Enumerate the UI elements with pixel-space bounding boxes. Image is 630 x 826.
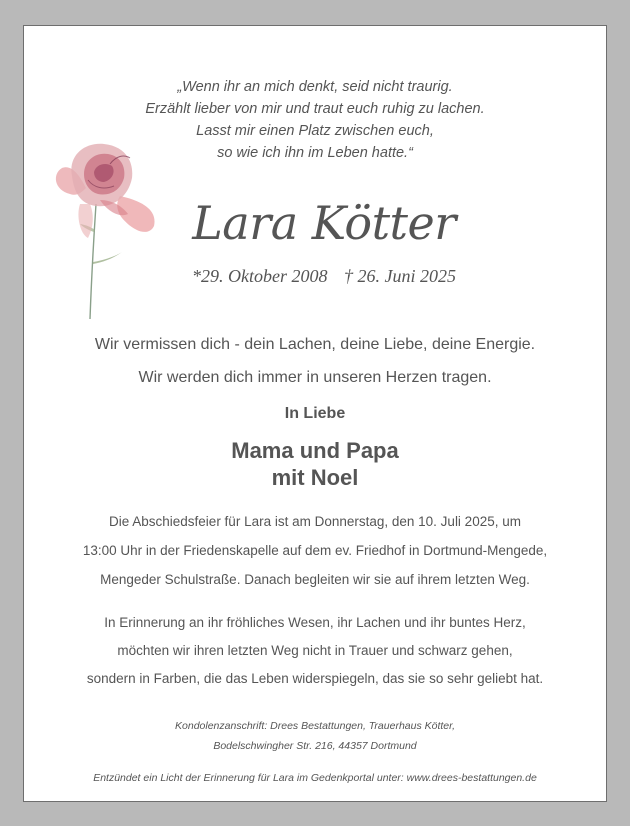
quote-line: so wie ich ihn im Leben hatte.“ (217, 145, 413, 161)
remembrance-line-1: In Erinnerung an ihr fröhliches Wesen, ihr Lachen und ihr buntes Herz, (104, 615, 526, 630)
condolence-line-2: Bodelschwingher Str. 216, 44357 Dortmund (213, 740, 417, 752)
remembrance-line-3: sondern in Farben, die das Leben widerspiegeln, das sie so sehr geliebt hat. (86, 671, 544, 686)
deceased-name: Lara Kötter (192, 196, 456, 250)
quote-line: „Wenn ihr an mich denkt, seid nicht traurig. (177, 79, 453, 95)
quote-line: Lasst mir einen Platz zwischen euch, (196, 123, 434, 139)
birth-date: *29. Oktober 2008 (192, 266, 328, 286)
message-line-1: Wir vermissen dich - dein Lachen, deine Liebe, deine Energie. (94, 336, 536, 353)
family-line-1: Mama und Papa (231, 438, 399, 463)
family-line-2: mit Noel (271, 465, 359, 490)
in-love-label: In Liebe (284, 405, 346, 422)
service-line-3: Mengeder Schulstraße. Danach begleiten wir sie auf ihrem letzten Weg. (100, 572, 530, 587)
memorial-portal-footer: Entzündet ein Licht der Erinnerung für Lara im Gedenkportal unter: www.drees-bestattungen.de (93, 772, 537, 784)
quote-line: Erzählt lieber von mir und traut euch ruhig zu lachen. (145, 101, 485, 117)
message-line-2: Wir werden dich immer in unseren Herzen tragen. (138, 369, 492, 386)
condolence-line-1: Kondolenzanschrift: Drees Bestattungen, Trauerhaus Kötter, (175, 720, 455, 732)
memorial-quote (24, 76, 606, 164)
family-names (24, 437, 606, 491)
life-dates (174, 266, 474, 287)
death-date: † 26. Juni 2025 (343, 266, 456, 286)
service-line-1: Die Abschiedsfeier für Lara ist am Donnerstag, den 10. Juli 2025, um (109, 514, 521, 529)
remembrance-line-2: möchten wir ihren letzten Weg nicht in Trauer und schwarz gehen, (117, 643, 513, 658)
obituary-card (23, 25, 607, 802)
service-line-2: 13:00 Uhr in der Friedenskapelle auf dem ev. Friedhof in Dortmund-Mengede, (82, 543, 548, 558)
